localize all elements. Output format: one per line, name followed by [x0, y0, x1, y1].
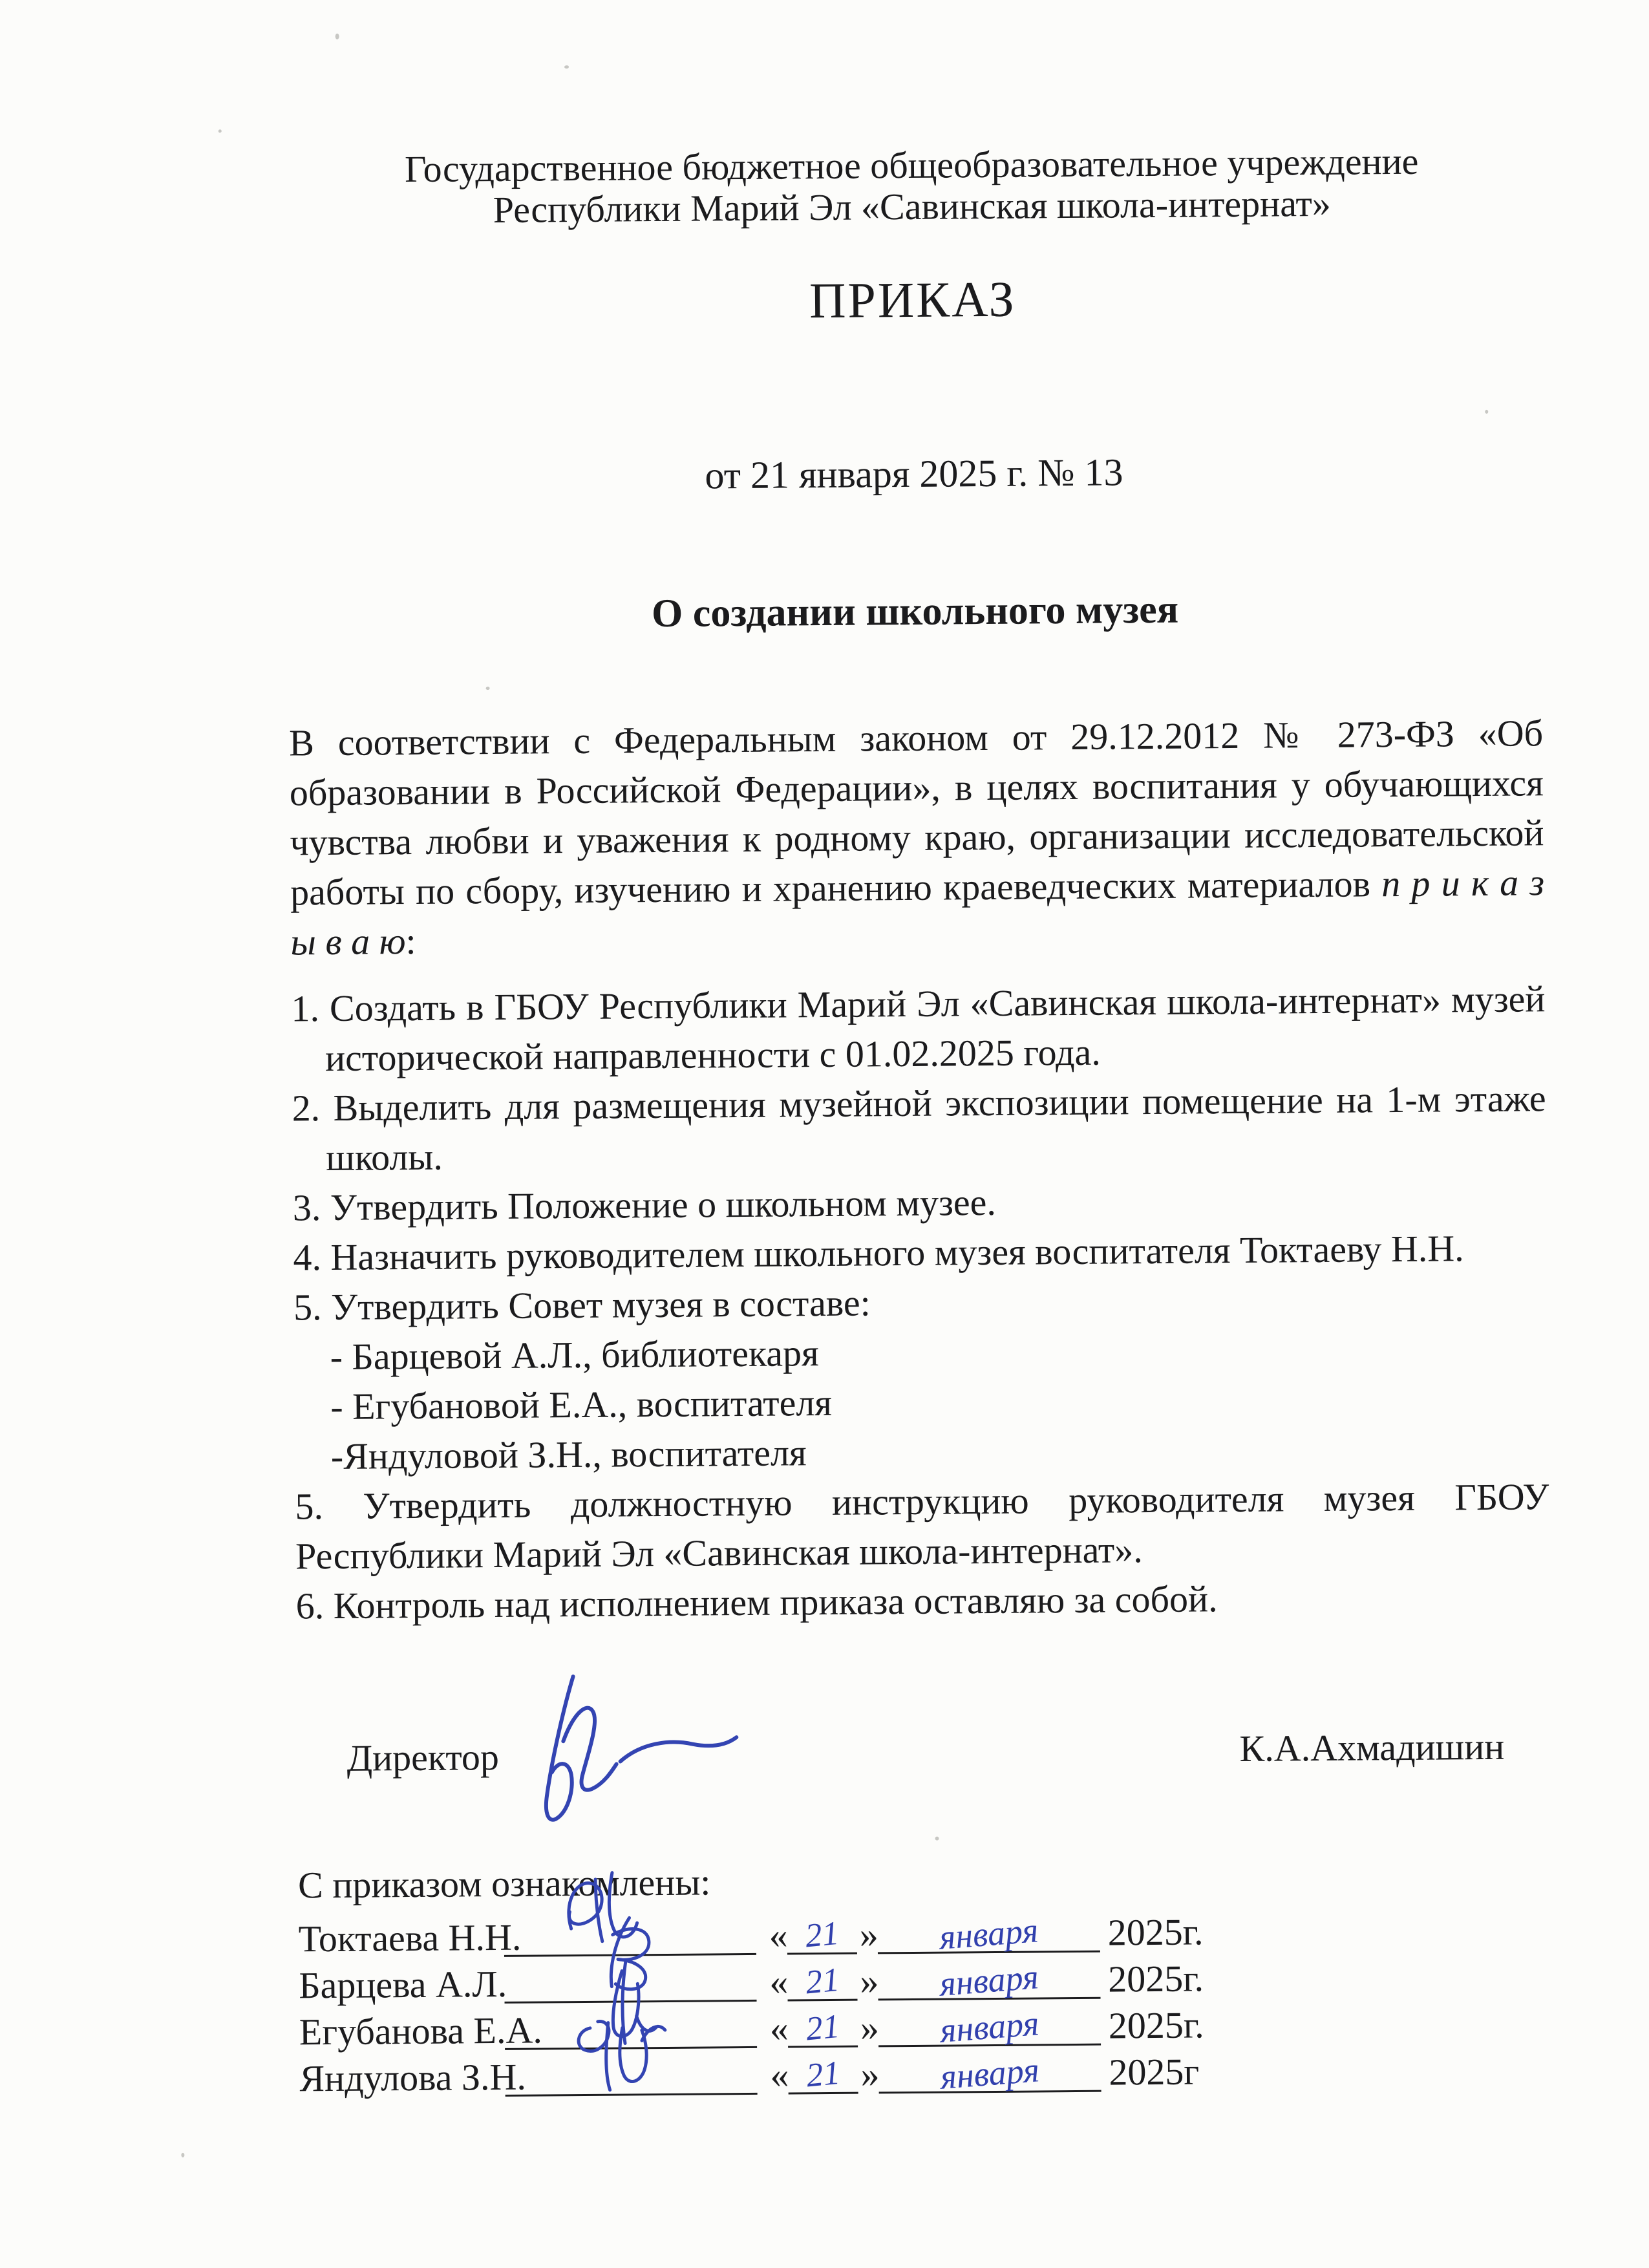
ack-year: 2025г [1109, 2050, 1200, 2093]
preamble-line [290, 857, 1545, 917]
director-name: К.А.Ахмадишин [1239, 1725, 1505, 1770]
date-number-line: от 21 января 2025 г. № 13 [705, 451, 1123, 497]
quote-open: « [769, 2007, 789, 2049]
preamble-line [290, 907, 1545, 967]
ack-day-line [787, 1958, 858, 2002]
ack-row-yandulova [299, 2043, 1554, 2099]
scan-speck [486, 687, 490, 690]
handwritten-month: января [938, 1957, 1041, 2004]
director-signature-row [297, 1695, 1551, 1821]
ack-month-line [878, 1956, 1101, 2004]
ack-day-line [787, 1911, 857, 1955]
ack-year: 2025г. [1108, 2004, 1204, 2047]
ack-name: Барцева А.Л. [299, 1962, 507, 2007]
ack-month-line [877, 1909, 1100, 1957]
ack-day-line [788, 2051, 858, 2095]
handwritten-day: 21 [803, 1914, 841, 1955]
org-name-line1: Государственное бюджетное общеобразовательное учреждение [404, 140, 1419, 191]
order-body [289, 708, 1550, 1631]
handwritten-day: 21 [804, 2054, 842, 2095]
scan-speck [335, 34, 339, 39]
scan-speck [181, 2153, 184, 2157]
ack-signature-line [505, 2051, 758, 2097]
handwritten-month: января [938, 1910, 1040, 1957]
prikazyvayu-italic-part1: п р и к а з [1381, 861, 1545, 905]
order-item-2-cont: школы. [326, 1135, 443, 1179]
quote-close: » [860, 1960, 879, 2002]
order-item-2: 2. Выделить для размещения музейной экспозиции помещение на 1-м этаже [292, 1077, 1546, 1129]
subject-line: О создании школьного музея [651, 587, 1179, 636]
order-item-1: 1. Создать в ГБОУ Республики Марий Эл «Савинская школа-интернат» музей [291, 978, 1546, 1030]
ack-name: Яндулова З.Н. [299, 2055, 527, 2100]
handwritten-day: 21 [803, 1961, 841, 2002]
council-member-1: - Барцевой А.Л., библиотекаря [330, 1332, 819, 1378]
order-item-5: 5. Утвердить Совет музея в составе: [293, 1281, 871, 1329]
acknowledgment-block [298, 1854, 1554, 2099]
scan-speck [564, 65, 569, 69]
order-item-6: 6. Контроль над исполнением приказа оставляю за собой. [295, 1578, 1218, 1627]
prikazyvayu-italic-part2: ы в а ю [290, 920, 406, 963]
ack-name: Егубанова Е.А. [299, 2009, 543, 2053]
ack-month-line [878, 2002, 1101, 2048]
handwritten-day: 21 [804, 2007, 842, 2048]
order-item-5b-cont: Республики Марий Эл «Савинская школа-интернат». [295, 1528, 1143, 1578]
quote-close: » [860, 2006, 880, 2049]
preamble-line4-regular: работы по сбору, изучению и хранению краеведческих материалов [290, 862, 1382, 914]
ack-signature-ink [550, 2000, 719, 2098]
ack-year: 2025г. [1108, 1957, 1204, 2000]
council-member-2: - Егубановой Е.А., воспитателя [330, 1381, 833, 1428]
preamble-line: чувства любви и уважения к родному краю, организации исследовательской [290, 811, 1544, 864]
director-signature-ink [464, 1661, 769, 1845]
ack-name: Токтаева Н.Н. [298, 1916, 522, 1960]
org-header [284, 140, 1539, 232]
ack-year: 2025г. [1107, 1910, 1204, 1954]
quote-open: « [769, 1914, 788, 1956]
director-role-label: Директор [346, 1735, 500, 1779]
org-name-line2: Республики Марий Эл «Савинская школа-интернат» [493, 182, 1332, 231]
colon: : [405, 919, 416, 963]
document-title: ПРИКАЗ [809, 270, 1016, 329]
order-item-5b: 5. Утвердить должностную инструкцию руководителя музея ГБОУ [295, 1475, 1549, 1528]
quote-close: » [860, 2053, 880, 2095]
order-item-1-cont: исторической направленности с 01.02.2025 года. [324, 1031, 1101, 1080]
scan-speck [218, 129, 222, 133]
ack-month-line [878, 2049, 1101, 2097]
scan-speck [935, 1837, 939, 1841]
council-member-3: -Яндуловой З.Н., воспитателя [330, 1431, 807, 1478]
preamble-line: образовании в Российской Федерации», в целях воспитания у обучающихся [289, 762, 1544, 814]
preamble-line: В соответствии с Федеральным законом от 29.12.2012 № 273-ФЗ «Об [288, 712, 1544, 764]
handwritten-month: января [939, 2004, 1041, 2050]
scan-speck [1485, 410, 1488, 414]
handwritten-month: января [939, 2050, 1041, 2097]
quote-open: « [769, 1960, 789, 2003]
acknowledgment-heading: С приказом ознакомлены: [297, 1861, 711, 1907]
quote-open: « [770, 2053, 789, 2096]
ack-day-line [788, 2004, 858, 2048]
quote-close: » [859, 1913, 878, 1956]
order-item-3: 3. Утвердить Положение о школьном музее. [292, 1181, 997, 1229]
order-item-4: 4. Назначить руководителем школьного музея воспитателя Токтаеву Н.Н. [293, 1227, 1464, 1279]
